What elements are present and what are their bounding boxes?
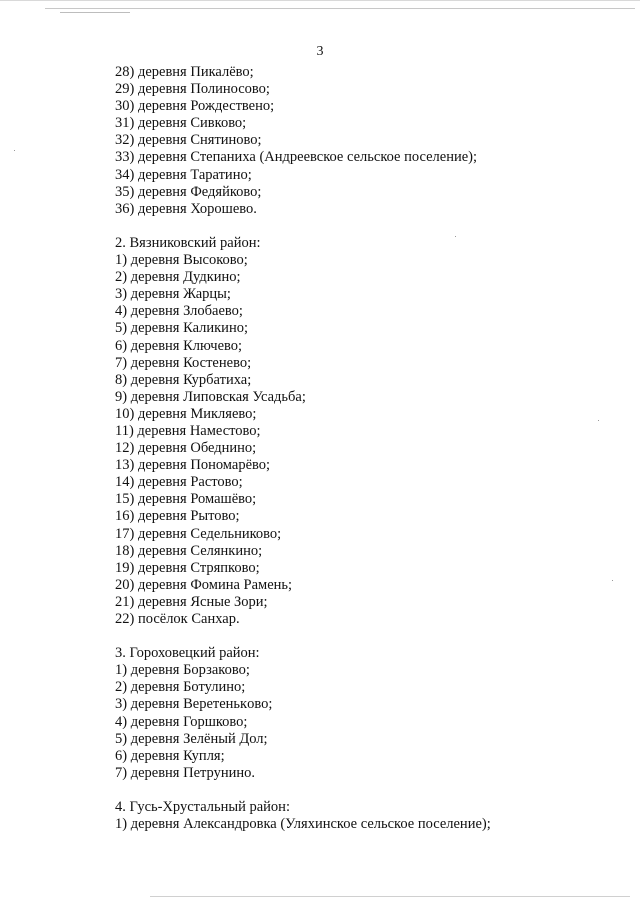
section-continuation [115,64,615,218]
list-item: 7) деревня Петрунино. [115,764,255,781]
list-item: 11) деревня Наместово; [115,422,261,439]
list-item: 20) деревня Фомина Рамень; [115,576,293,593]
list-item: 30) деревня Рождествено; [115,98,275,115]
list-item: 14) деревня Растово; [115,474,243,491]
scan-line-bottom [150,896,630,897]
section-gap [115,218,615,235]
list-item: 3) деревня Веретенькoво; [115,696,273,713]
list-item: 6) деревня Ключево; [115,337,243,354]
list-item: 2) деревня Дудкино; [115,269,241,286]
list-item: 3) деревня Жарцы; [115,286,231,303]
list-item: 29) деревня Полиносово; [115,81,270,98]
section-gap [115,628,615,645]
scan-speck [14,150,15,151]
list-item: 15) деревня Ромашёво; [115,491,257,508]
document-body [115,64,615,833]
list-item: 28) деревня Пикалёво; [115,64,254,80]
list-item: 12) деревня Обеднино; [115,440,257,457]
list-item: 4) деревня Злобаево; [115,303,243,320]
list-item: 32) деревня Снятиново; [115,132,262,149]
list-item: 13) деревня Пономарёво; [115,457,271,474]
list-item: 7) деревня Костенево; [115,354,252,371]
scan-speck [612,580,613,581]
list-item: 16) деревня Рытово; [115,508,240,525]
section-gus-khrustalny [115,799,615,833]
scan-line-top-short [60,12,130,13]
list-item: 21) деревня Ясные Зори; [115,593,268,610]
list-item: 36) деревня Хорошево. [115,200,257,217]
list-item: 1) деревня Александровка (Уляхинское сельское поселение); [115,816,491,833]
list-item: 1) деревня Борзаково; [115,662,250,679]
list-item: 18) деревня Селянкино; [115,542,263,559]
scan-edge-top [0,0,640,5]
section-heading: 3. Гороховецкий район: [115,645,260,662]
list-item: 5) деревня Каликино; [115,320,248,337]
list-item: 19) деревня Стряпково; [115,559,260,576]
list-item: 17) деревня Седельниково; [115,525,282,542]
section-gorokhovetsky [115,645,615,782]
section-heading: 4. Гусь-Хрустальный район: [115,799,290,816]
list-item: 8) деревня Курбатиха; [115,371,252,388]
list-item: 6) деревня Купля; [115,747,225,764]
list-item: 31) деревня Сивково; [115,115,247,132]
list-item: 2) деревня Ботулино; [115,679,246,696]
list-item: 9) деревня Липовская Усадьба; [115,388,306,405]
section-vyaznikovsky [115,235,615,628]
list-item: 22) посёлок Санхар. [115,611,240,627]
list-item: 10) деревня Микляево; [115,405,257,422]
scan-speck [598,420,599,421]
list-item: 34) деревня Таратино; [115,166,252,183]
list-item: 35) деревня Федяйково; [115,183,262,200]
list-item: 1) деревня Высоково; [115,252,248,269]
page-number: 3 [316,44,324,59]
list-item: 33) деревня Степаниха (Андреевское сельское поселение); [115,149,478,166]
section-gap [115,782,615,799]
list-item: 5) деревня Зелёный Дол; [115,730,268,747]
section-heading: 2. Вязниковский район: [115,234,261,251]
scan-line-top [45,8,635,9]
scan-speck [455,236,456,237]
list-item: 4) деревня Горшково; [115,713,248,730]
